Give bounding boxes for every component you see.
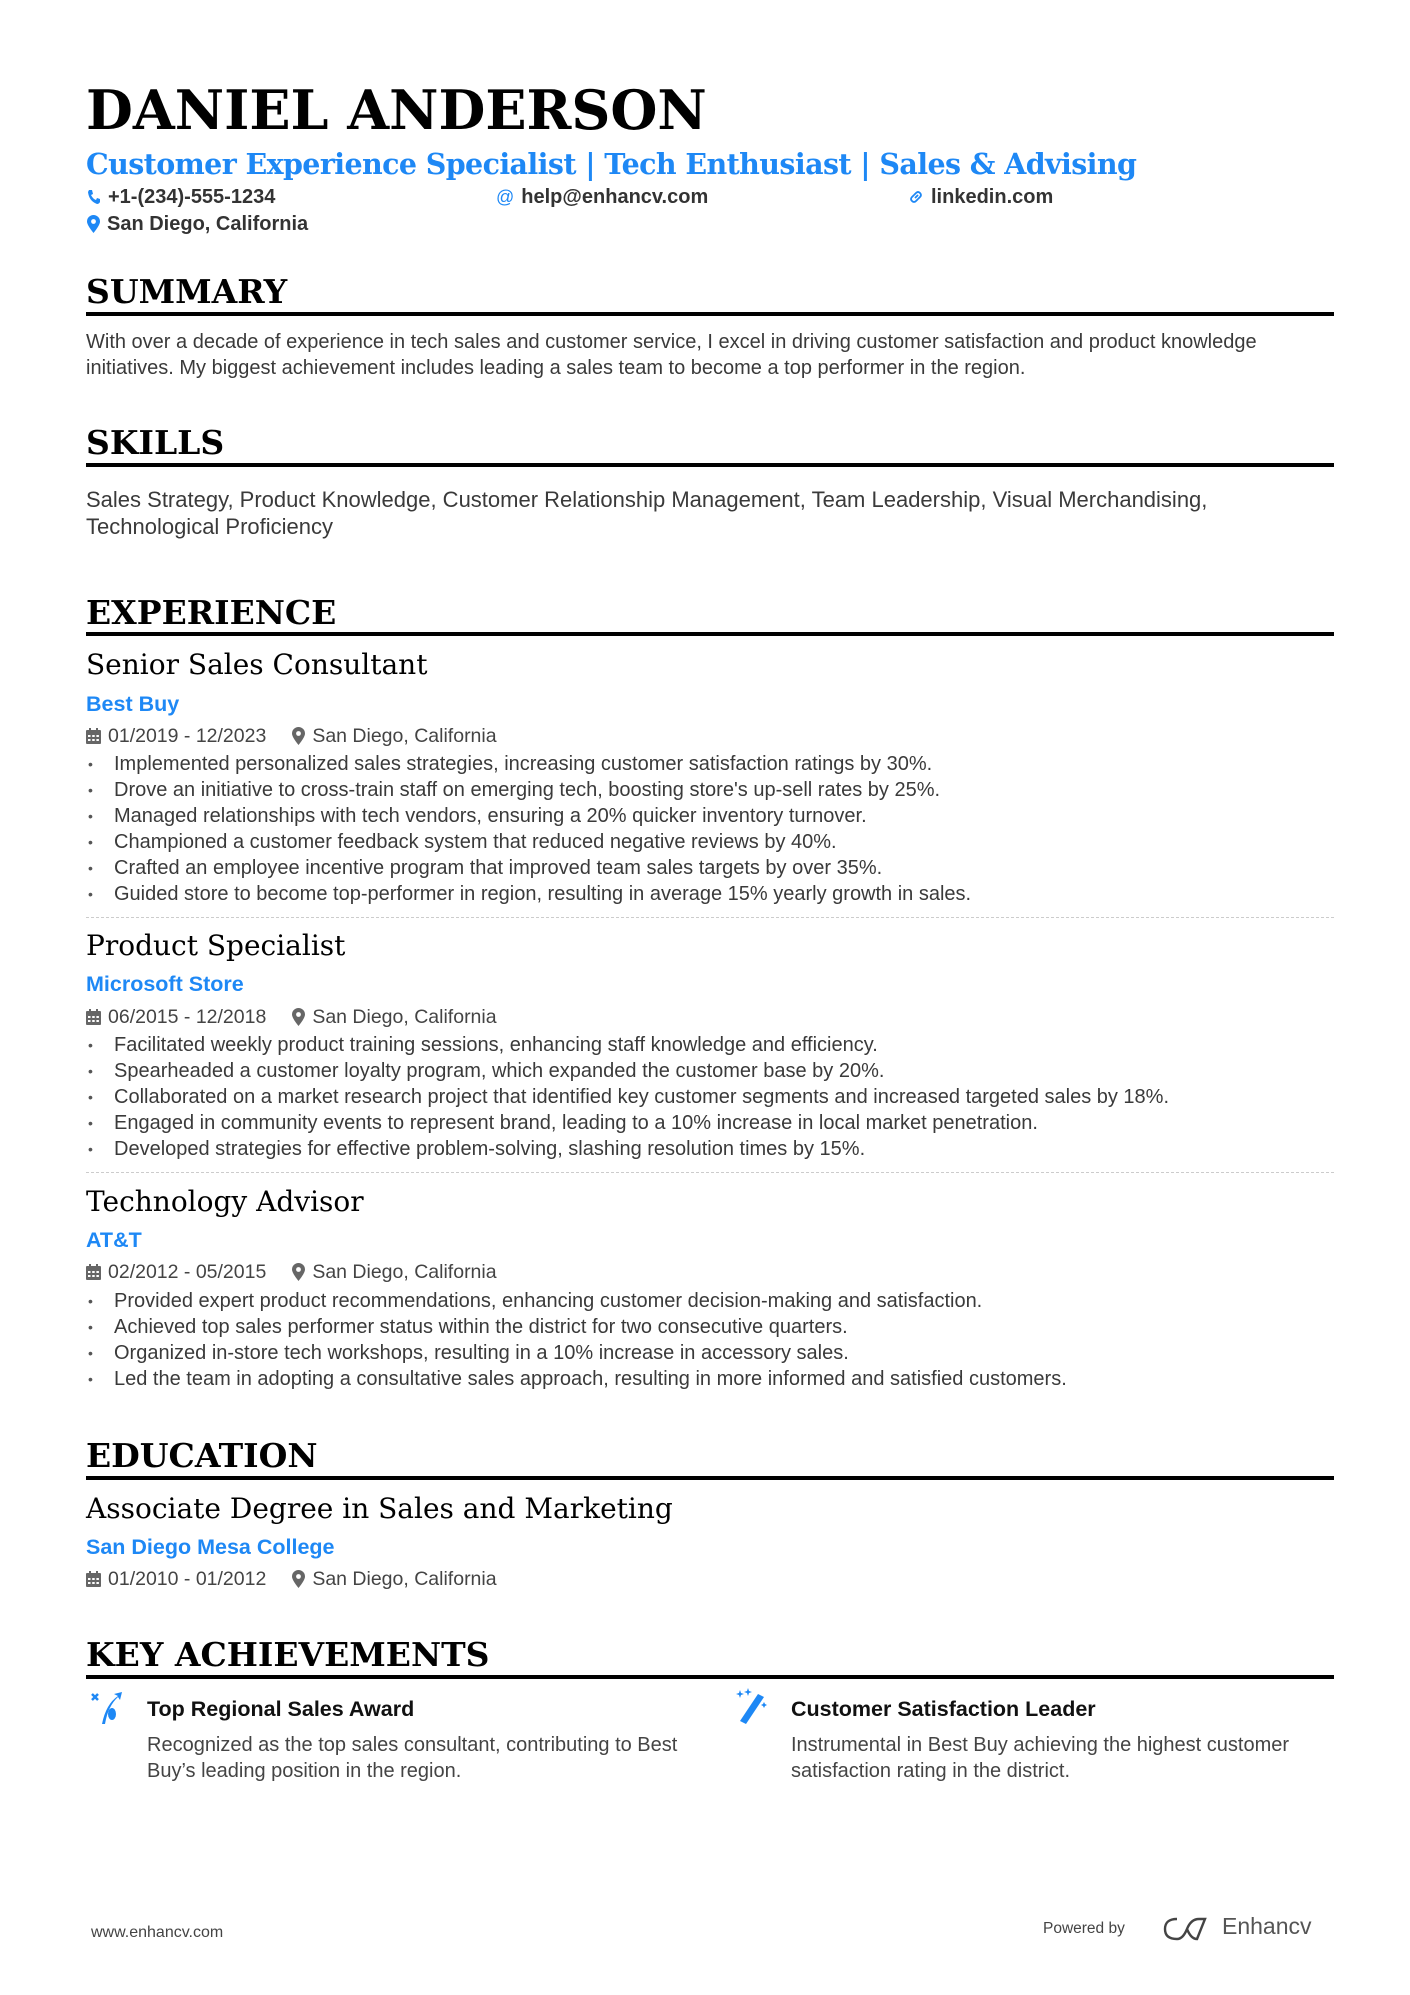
job-location: San Diego, California xyxy=(312,1006,497,1028)
location-text: San Diego, California xyxy=(107,213,309,235)
magic-wand-icon xyxy=(734,1688,768,1731)
phone-text[interactable]: +1-(234)-555-1234 xyxy=(108,186,276,208)
section-title-experience: EXPERIENCE xyxy=(86,593,337,632)
section-divider xyxy=(86,463,1334,467)
bullet-item: • Guided store to become top-performer in region, resulting in average 15% yearly growth in sales. xyxy=(86,882,971,908)
bullet-item: • Engaged in community events to represent brand, leading to a 10% increase in local market penetration. xyxy=(86,1111,1169,1137)
bullet-item: • Spearheaded a customer loyalty program, which expanded the customer base by 20%. xyxy=(86,1059,1169,1085)
calendar-icon xyxy=(86,1009,101,1025)
contact-email xyxy=(496,184,708,210)
at-icon: @ xyxy=(496,187,515,207)
bullet-item: • Collaborated on a market research project that identified key customer segments and increased targeted sales by 18%. xyxy=(86,1085,1169,1111)
enhancv-logo-icon xyxy=(1163,1915,1209,1948)
location-pin-icon xyxy=(292,727,305,745)
job-dates: 06/2015 - 12/2018 xyxy=(108,1006,267,1028)
achievement-title: Customer Satisfaction Leader xyxy=(791,1697,1096,1721)
achievement-title: Top Regional Sales Award xyxy=(147,1697,415,1721)
linkedin-link[interactable]: linkedin.com xyxy=(931,186,1054,208)
link-icon xyxy=(908,189,924,205)
section-divider xyxy=(86,632,1334,636)
job-separator xyxy=(86,917,1334,918)
school-name: San Diego Mesa College xyxy=(86,1535,335,1559)
section-divider xyxy=(86,1675,1334,1679)
bullet-item: • Organized in-store tech workshops, resulting in a 10% increase in accessory sales. xyxy=(86,1341,1067,1367)
phone-icon xyxy=(87,189,101,205)
degree-title: Associate Degree in Sales and Marketing xyxy=(86,1492,673,1525)
location-pin-icon xyxy=(292,1570,305,1588)
job-location: San Diego, California xyxy=(312,725,497,747)
bullet-item: • Managed relationships with tech vendors, ensuring a 20% quicker inventory turnover. xyxy=(86,804,971,830)
education-meta xyxy=(86,1566,497,1592)
education-dates: 01/2010 - 01/2012 xyxy=(108,1568,267,1590)
bullet-item: • Developed strategies for effective problem-solving, slashing resolution times by 15%. xyxy=(86,1137,1169,1163)
bullet-item: • Facilitated weekly product training sessions, enhancing staff knowledge and efficiency. xyxy=(86,1033,1169,1059)
job-title: Technology Advisor xyxy=(86,1185,364,1218)
email-link[interactable]: help@enhancv.com xyxy=(521,186,709,208)
contact-location xyxy=(87,211,308,237)
job-dates: 02/2012 - 05/2015 xyxy=(108,1261,267,1283)
job-bullets xyxy=(86,752,971,907)
section-title-skills: SKILLS xyxy=(86,423,225,462)
calendar-icon xyxy=(86,1264,101,1280)
achievement-desc: Recognized as the top sales consultant, contributing to Best Buy’s leading position in the region. xyxy=(147,1734,678,1782)
company-name: Microsoft Store xyxy=(86,972,244,996)
job-meta xyxy=(86,1259,497,1285)
bullet-item: • Drove an initiative to cross-train staff on emerging tech, boosting store's up-sell rates by 25%. xyxy=(86,778,971,804)
candidate-headline: Customer Experience Specialist | Tech Enthusiast | Sales & Advising xyxy=(86,147,1137,181)
achievement-desc: Instrumental in Best Buy achieving the highest customer satisfaction rating in the district. xyxy=(791,1734,1290,1782)
job-dates: 01/2019 - 12/2023 xyxy=(108,725,267,747)
calendar-icon xyxy=(86,728,101,744)
contact-phone xyxy=(87,184,275,210)
job-meta xyxy=(86,723,497,749)
section-title-achievements: KEY ACHIEVEMENTS xyxy=(86,1635,490,1674)
location-pin-icon xyxy=(87,215,100,233)
education-location: San Diego, California xyxy=(312,1568,497,1590)
job-title: Senior Sales Consultant xyxy=(86,648,428,681)
section-divider xyxy=(86,1476,1334,1480)
job-separator xyxy=(86,1172,1334,1173)
bullet-item: • Achieved top sales performer status within the district for two consecutive quarters. xyxy=(86,1315,1067,1341)
job-meta xyxy=(86,1004,497,1030)
bullet-item: • Led the team in adopting a consultative sales approach, resulting in more informed and satisfied customers. xyxy=(86,1367,1067,1393)
summary-text: With over a decade of experience in tech sales and customer service, I excel in driving customer satisfaction and product knowledge initiatives. My biggest achievement includes leading a sales team to become a top performer in the region. xyxy=(86,331,1257,379)
job-bullets xyxy=(86,1033,1169,1163)
skills-text: Sales Strategy, Product Knowledge, Customer Relationship Management, Team Leadership, Visual Merchandising, Technological Proficiency xyxy=(86,487,1208,539)
contact-link xyxy=(908,184,1053,210)
location-pin-icon xyxy=(292,1008,305,1026)
bullet-item: • Crafted an employee incentive program that improved team sales targets by over 35%. xyxy=(86,856,971,882)
job-bullets xyxy=(86,1289,1067,1393)
enhancv-brand[interactable]: Enhancv xyxy=(1222,1913,1312,1939)
trophy-strategy-icon xyxy=(90,1690,124,1731)
job-title: Product Specialist xyxy=(86,929,346,962)
section-title-summary: SUMMARY xyxy=(86,272,288,311)
company-name: Best Buy xyxy=(86,692,180,716)
job-location: San Diego, California xyxy=(312,1261,497,1283)
bullet-item: • Provided expert product recommendations, enhancing customer decision-making and satisfaction. xyxy=(86,1289,1067,1315)
bullet-item: • Championed a customer feedback system that reduced negative reviews by 40%. xyxy=(86,830,971,856)
location-pin-icon xyxy=(292,1263,305,1281)
footer-website-link[interactable]: www.enhancv.com xyxy=(91,1924,224,1941)
powered-by-label: Powered by xyxy=(1043,1920,1125,1937)
company-name: AT&T xyxy=(86,1228,142,1252)
candidate-name: DANIEL ANDERSON xyxy=(86,78,707,142)
calendar-icon xyxy=(86,1571,101,1587)
bullet-item: • Implemented personalized sales strategies, increasing customer satisfaction ratings by 30%. xyxy=(86,752,971,778)
section-title-education: EDUCATION xyxy=(86,1436,318,1475)
section-divider xyxy=(86,312,1334,316)
